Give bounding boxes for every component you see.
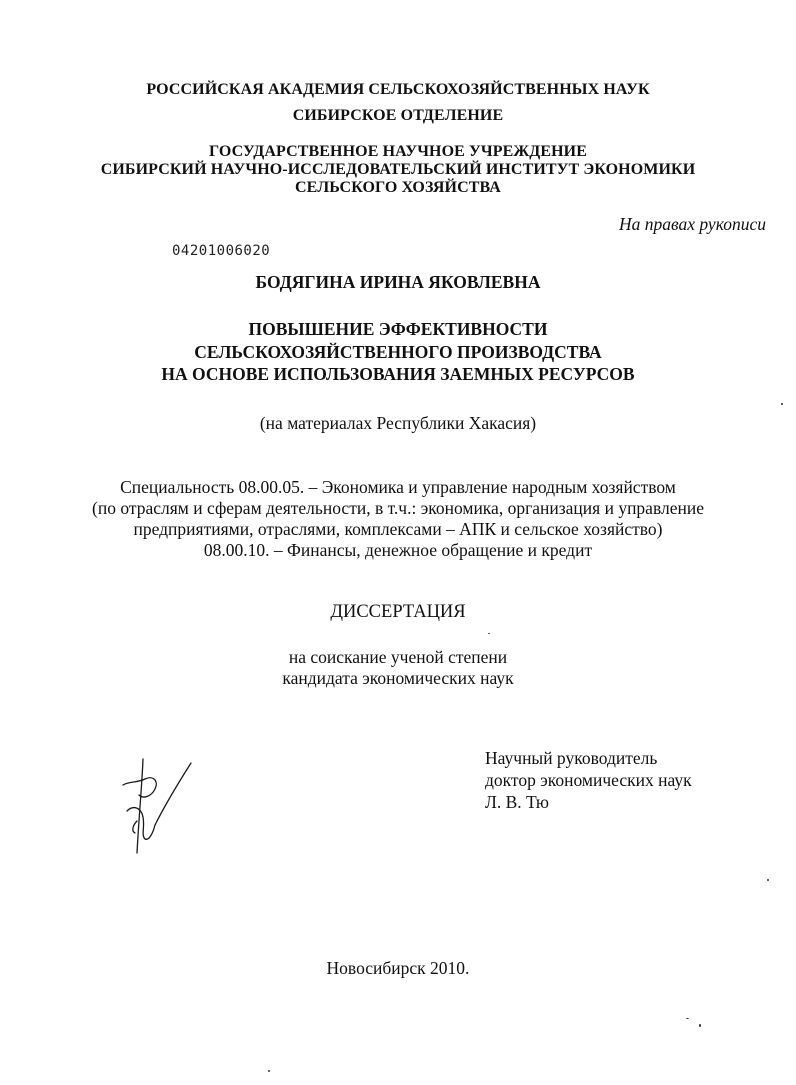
supervisor-name: Л. В. Тю xyxy=(485,792,549,812)
specialty-line-2: (по отраслям и сферам деятельности, в т.ч.: экономика, организация и управление xyxy=(92,498,704,518)
scan-speck xyxy=(488,633,490,634)
title-line-2: СЕЛЬСКОХОЗЯЙСТВЕННОГО ПРОИЗВОДСТВА xyxy=(194,342,602,362)
supervisor-role: Научный руководитель xyxy=(485,748,658,768)
subtitle: (на материалах Республики Хакасия) xyxy=(259,413,537,433)
scan-speck xyxy=(268,1070,270,1072)
scan-speck xyxy=(686,1018,689,1019)
scan-speck xyxy=(767,879,769,881)
author-name: БОДЯГИНА ИРИНА ЯКОВЛЕВНА xyxy=(255,272,541,292)
institution-line-1: ГОСУДАРСТВЕННОЕ НАУЧНОЕ УЧРЕЖДЕНИЕ xyxy=(208,143,588,160)
scan-speck xyxy=(699,1024,701,1027)
supervisor-degree: доктор экономических наук xyxy=(485,770,692,790)
scan-speck xyxy=(781,403,783,405)
manuscript-note: На правах рукописи xyxy=(619,214,766,234)
city-year: Новосибирск 2010. xyxy=(326,958,470,978)
institution-line-2: СИБИРСКИЙ НАУЧНО-ИССЛЕДОВАТЕЛЬСКИЙ ИНСТИТУТ ЭКОНОМИКИ xyxy=(100,161,696,178)
title-line-1: ПОВЫШЕНИЕ ЭФФЕКТИВНОСТИ xyxy=(248,319,548,339)
signature-mark xyxy=(115,755,205,860)
specialty-line-1: Специальность 08.00.05. – Экономика и управление народным хозяйством xyxy=(120,477,676,497)
document-type: ДИССЕРТАЦИЯ xyxy=(330,602,466,622)
registration-number: 04201006020 xyxy=(172,243,271,259)
specialty-line-4: 08.00.10. – Финансы, денежное обращение и кредит xyxy=(203,540,593,560)
title-line-3: НА ОСНОВЕ ИСПОЛЬЗОВАНИЯ ЗАЕМНЫХ РЕСУРСОВ xyxy=(161,364,635,384)
degree-line-1: на соискание ученой степени xyxy=(288,647,508,667)
degree-line-2: кандидата экономических наук xyxy=(282,668,514,688)
branch-name: СИБИРСКОЕ ОТДЕЛЕНИЕ xyxy=(292,107,504,124)
academy-name: РОССИЙСКАЯ АКАДЕМИЯ СЕЛЬСКОХОЗЯЙСТВЕННЫХ НАУК xyxy=(146,81,650,98)
specialty-line-3: предприятиями, отраслями, комплексами – АПК и сельское хозяйство) xyxy=(133,519,663,539)
institution-line-3: СЕЛЬСКОГО ХОЗЯЙСТВА xyxy=(295,179,501,196)
